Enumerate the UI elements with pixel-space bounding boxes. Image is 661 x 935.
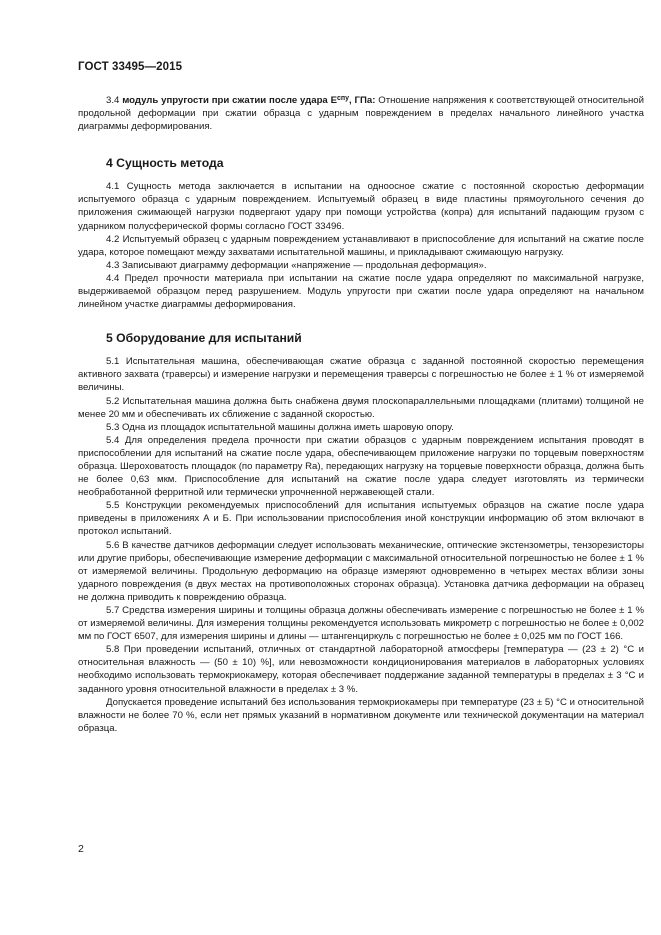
page-body <box>78 92 644 735</box>
clause-number: 3.4 <box>106 95 123 106</box>
paragraph-5-7: 5.7 Средства измерения ширины и толщины образца должны обеспечивать измерение с погрешностью не более ± 1 % от измеряемой величины. Для измерения толщины рекомендуется использовать микрометр с погрешностью не более ± 0,002 мм по ГОСТ 6507, для измерения ширины и длины — штангенциркуль с погрешностью не более ± 0,025 мм по ГОСТ 166. <box>78 605 644 643</box>
section-5-heading: 5 Оборудование для испытаний <box>106 331 302 346</box>
paragraph-4-4: 4.4 Предел прочности материала при испытании на сжатие после удара определяют по максимальной нагрузке, выдерживаемой образцом перед разрушением. Модуль упругости при сжатии после удара определяют на начальном линейном участке диаграммы деформирования. <box>78 272 644 311</box>
paragraph-4-2: 4.2 Испытуемый образец с ударным повреждением устанавливают в приспособление для испытаний на сжатие после удара, которое помещают между захватами испытательной машины, и прикладывают сжимающую нагрузку. <box>78 233 644 258</box>
term-definition: Отношение напряжения к соответствующей относительной продольной деформации при сжатии образца с ударным повреждением в пределах начального линейного участка диаграммы деформирования. <box>78 95 644 133</box>
term-unit: , ГПа: <box>349 95 376 106</box>
term-text: модуль упругости при сжатии после удара E <box>122 95 338 106</box>
paragraph-4-1: 4.1 Сущность метода заключается в испытании на одноосное сжатие с постоянной скоростью деформации испытуемого образца с ударным повреждением. Испытуемый образец в виде пластины прямоугольного сечения до приложения сжимающей нагрузки подвергают удару при помощи устройства (копра) для испытаний падающим грузом с ударником полусферической формы согласно ГОСТ 33496. <box>78 181 644 232</box>
term-superscript: спу <box>337 95 350 102</box>
paragraph-5-4: 5.4 Для определения предела прочности при сжатии образцов с ударным повреждением испытания проводят в приспособлении для испытаний на сжатие после удара, обеспечивающем приложение нагрузки по торцевым поверхностям образца. Шероховатость площадок (по параметру Ra), передающих нагрузку на торцевые поверхности образца, должна быть не более 0,63 мкм. Приспособление для испытаний на сжатие после удара следует изготовлять из термически необработанной ферритной или термически упрочненной нержавеющей стали. <box>78 434 644 499</box>
paragraph-5-8-note: Допускается проведение испытаний без использования термокриокамеры при температуре (23 ± 5) °С и относительной влажности не более 70 %, если нет прямых указаний в нормативном документе или технической документации на материал образца. <box>78 696 644 734</box>
paragraph-5-6: 5.6 В качестве датчиков деформации следует использовать механические, оптические экстензометры, тензорезисторы или другие приборы, обеспечивающие измерение деформации с максимальной относительной погрешностью не более ± 1 % от измеряемой величины. Продольную деформацию на образце измеряют одновременно в четырех местах вблизи зоны ударного повреждения (в двух местах на противоположных сторонах образца). Установка датчика деформации на образец не должна приводить к повреждению образца. <box>78 539 644 603</box>
paragraph-5-5: 5.5 Конструкции рекомендуемых приспособлений для испытания испытуемых образцов на сжатие после удара приведены в приложениях А и Б. При использовании приспособления иной конструкции информацию об этом включают в протокол испытаний. <box>78 500 644 538</box>
paragraph-4-3: 4.3 Записывают диаграмму деформации «напряжение — продольная деформация». <box>106 259 487 271</box>
paragraph-5-3: 5.3 Одна из площадок испытательной машины должна иметь шаровую опору. <box>106 421 454 433</box>
section-4-heading: 4 Сущность метода <box>106 156 224 171</box>
paragraph-5-1: 5.1 Испытательная машина, обеспечивающая сжатие образца с заданной постоянной скоростью перемещения активного захвата (траверсы) и измерение нагрузки и перемещения траверсы с погрешностью не более ± 1 % от измеряемой величины. <box>78 356 644 394</box>
page-number: 2 <box>78 843 84 855</box>
paragraph-5-8: 5.8 При проведении испытаний, отличных от стандартной лабораторной атмосферы [температура — (23 ± 2) °С и относительная влажность — (50 ± 10) %], или невозможности кондиционирования материалов в лабораторных условиях необходимо использовать термокриокамеру, которая обеспечивает поддержание заданной температуры в пределах ± 3 °С и заданного уровня относительной влажности в пределах ± 3 %. <box>78 644 644 695</box>
term-definition-title <box>122 95 375 106</box>
document-header: ГОСТ 33495—2015 <box>78 61 183 73</box>
clause-3-4 <box>78 92 644 133</box>
paragraph-5-2: 5.2 Испытательная машина должна быть снабжена двумя плоскопараллельными площадками (плитами) толщиной не менее 20 мм и обеспечивать их сближение с заданной скоростью. <box>78 395 644 420</box>
